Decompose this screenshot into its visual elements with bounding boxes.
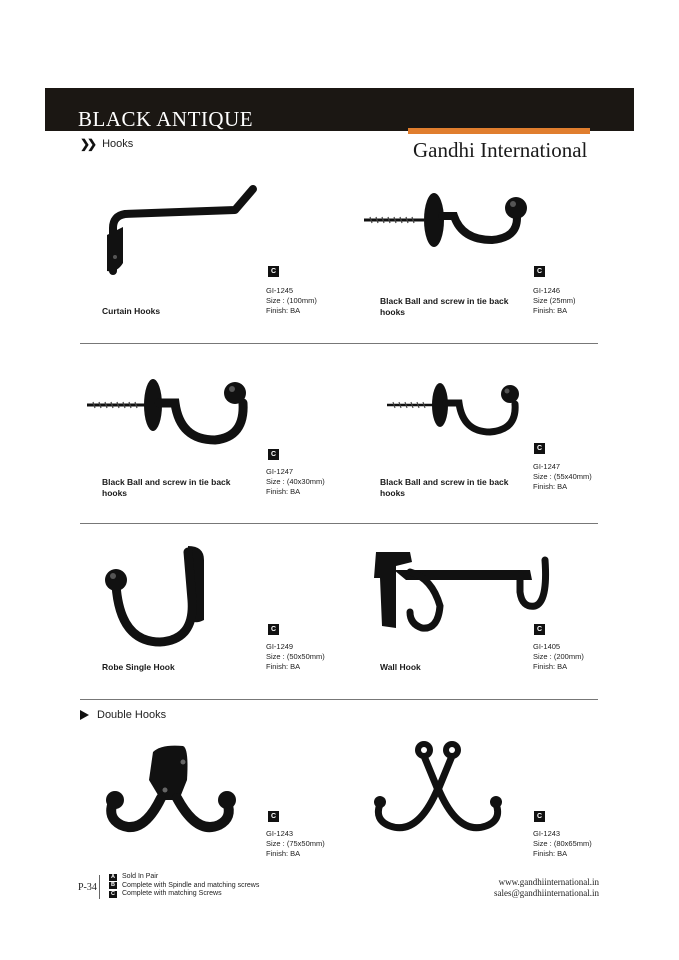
website-link[interactable]: www.gandhiinternational.in [498, 877, 599, 887]
product-code: GI-1405 [533, 642, 561, 651]
company-name: Gandhi International [413, 138, 588, 162]
divider [80, 343, 598, 344]
divider [80, 523, 598, 524]
product-code: GI-1245 [266, 286, 294, 295]
curtain-hook-image [95, 183, 265, 278]
badge-c: C [534, 624, 545, 635]
legend [109, 873, 259, 899]
double-hook-image [368, 738, 508, 843]
product-size: Size : (55x40mm) [533, 472, 592, 481]
product-spec [266, 467, 356, 497]
product-size: Size : (75x50mm) [266, 839, 325, 848]
product-finish: Finish: BA [266, 849, 301, 858]
product-name: Black Ball and screw in tie back hooks [380, 477, 509, 498]
tie-back-hook-image [362, 188, 532, 258]
product-finish: Finish: BA [533, 306, 568, 315]
wall-hook-image [370, 548, 555, 638]
product-spec [533, 462, 623, 492]
product-name: Wall Hook [380, 662, 421, 672]
product-spec [533, 829, 623, 859]
legend-text: Complete with Spindle and matching screws [122, 881, 260, 889]
tie-back-hook-image [85, 375, 255, 450]
product-size: Size : (100mm) [266, 296, 317, 305]
product-finish: Finish: BA [533, 849, 568, 858]
product-name: Curtain Hooks [102, 306, 161, 316]
legend-key: B [109, 882, 117, 889]
legend-text: Sold In Pair [122, 873, 159, 880]
double-hook-image [103, 740, 243, 845]
legend-item [109, 890, 259, 899]
contact-info [494, 877, 599, 899]
badge-c: C [534, 266, 545, 277]
section-double-hooks [80, 709, 166, 721]
product-spec [533, 286, 623, 316]
badge-c: C [268, 624, 279, 635]
accent-bar [408, 128, 590, 134]
product-code: GI-1249 [266, 642, 294, 651]
legend-key: A [109, 874, 117, 881]
product-size: Size : (200mm) [533, 652, 584, 661]
product-size: Size (25mm) [533, 296, 576, 305]
section-label: Hooks [102, 138, 134, 150]
product-name: Black Ball and screw in tie back hooks [102, 477, 231, 498]
double-chevron-icon: ❯❯ [80, 137, 95, 151]
badge-c: C [534, 811, 545, 822]
legend-key: C [109, 891, 117, 898]
product-code: GI-1247 [266, 467, 294, 476]
product-finish: Finish: BA [266, 487, 301, 496]
tie-back-hook-image [385, 380, 530, 440]
product-size: Size : (40x30mm) [266, 477, 325, 486]
badge-c: C [268, 266, 279, 277]
header-banner [45, 88, 634, 131]
section-hooks [80, 137, 133, 151]
page-number: P-34 [78, 882, 97, 893]
legend-text: Complete with matching Screws [122, 890, 222, 897]
robe-hook-image [100, 540, 215, 650]
divider [80, 699, 598, 700]
email-link[interactable]: sales@gandhiinternational.in [493, 888, 599, 898]
product-finish: Finish: BA [266, 306, 301, 315]
product-finish: Finish: BA [533, 482, 568, 491]
footer-divider [99, 875, 100, 899]
product-name: Robe Single Hook [102, 662, 175, 672]
product-code: GI-1243 [533, 829, 561, 838]
product-spec [533, 642, 623, 672]
product-name: Black Ball and screw in tie back hooks [380, 296, 509, 317]
product-finish: Finish: BA [266, 662, 301, 671]
product-code: GI-1247 [533, 462, 561, 471]
badge-c: C [268, 449, 279, 460]
badge-c: C [268, 811, 279, 822]
section-label: Double Hooks [97, 709, 167, 721]
product-spec [266, 642, 356, 672]
legend-item [109, 873, 259, 882]
product-spec [266, 829, 356, 859]
product-code: GI-1243 [266, 829, 294, 838]
product-code: GI-1246 [533, 286, 561, 295]
product-spec [266, 286, 356, 316]
product-size: Size : (50x50mm) [266, 652, 325, 661]
triangle-arrow-icon [80, 710, 89, 720]
product-finish: Finish: BA [533, 662, 568, 671]
legend-item [109, 882, 259, 891]
product-size: Size : (80x65mm) [533, 839, 592, 848]
badge-c: C [534, 443, 545, 454]
banner-title: BLACK ANTIQUE [78, 107, 254, 131]
